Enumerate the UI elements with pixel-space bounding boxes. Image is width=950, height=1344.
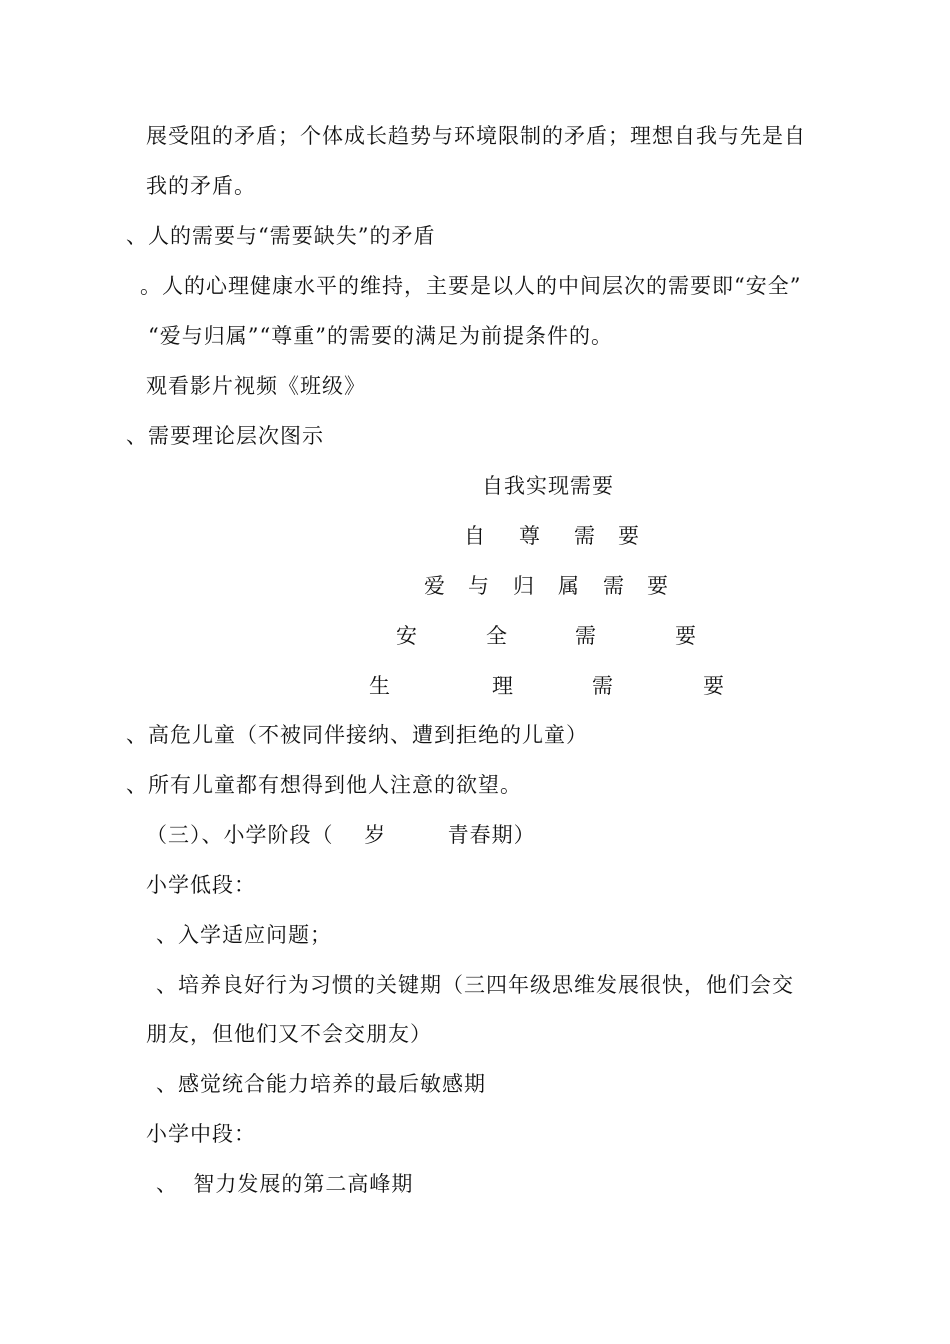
section-heading: （三）、小学阶段（ 岁 青春期） xyxy=(146,823,536,847)
text-line: 。人的心理健康水平的维持，主要是以人的中间层次的需要即“安全” xyxy=(140,274,802,298)
pyramid-level-safety: 需 xyxy=(575,624,596,648)
text-line: 、高危儿童（不被同伴接纳、遭到拒绝的儿童） xyxy=(126,723,588,747)
pyramid-level-belonging: 爱 xyxy=(424,574,445,598)
subheading: 小学中段： xyxy=(146,1122,256,1146)
text-line: 、需要理论层次图示 xyxy=(126,424,324,448)
text-line: 、所有儿童都有想得到他人注意的欲望。 xyxy=(126,773,522,797)
text-line: 朋友，但他们又不会交朋友） xyxy=(146,1022,432,1046)
list-item: 、 智力发展的第二高峰期 xyxy=(156,1172,414,1196)
text-line: “爱与归属”“尊重”的需要的满足为前提条件的。 xyxy=(148,324,613,348)
pyramid-level-belonging: 归 xyxy=(513,574,534,598)
text-line: 展受阻的矛盾；个体成长趋势与环境限制的矛盾；理想自我与先是自 xyxy=(146,124,806,148)
pyramid-level-esteem: 需 xyxy=(574,524,595,548)
pyramid-level-physiological: 生 xyxy=(369,674,390,698)
pyramid-level-esteem: 要 xyxy=(618,524,639,548)
text-line: 、人的需要与“需要缺失”的矛盾 xyxy=(126,224,436,248)
pyramid-level-belonging: 与 xyxy=(468,574,489,598)
list-item: 、感觉统合能力培养的最后敏感期 xyxy=(156,1072,486,1096)
pyramid-level-safety: 安 xyxy=(396,624,417,648)
list-item: 、入学适应问题； xyxy=(156,923,332,947)
text-line: 观看影片视频《班级》 xyxy=(146,374,366,398)
pyramid-level-physiological: 要 xyxy=(703,674,724,698)
pyramid-level-physiological: 需 xyxy=(592,674,613,698)
pyramid-level-belonging: 属 xyxy=(558,574,579,598)
pyramid-level-esteem: 尊 xyxy=(519,524,540,548)
list-item: 、培养良好行为习惯的关键期（三四年级思维发展很快，他们会交 xyxy=(156,973,794,997)
pyramid-level-esteem: 自 xyxy=(464,524,485,548)
text-line: 我的矛盾。 xyxy=(146,174,256,198)
pyramid-level-self-actualization: 自我实现需要 xyxy=(482,474,614,498)
pyramid-level-safety: 全 xyxy=(486,624,507,648)
pyramid-level-safety: 要 xyxy=(675,624,696,648)
pyramid-level-physiological: 理 xyxy=(492,674,513,698)
pyramid-level-belonging: 需 xyxy=(603,574,624,598)
subheading: 小学低段： xyxy=(146,873,256,897)
pyramid-level-belonging: 要 xyxy=(647,574,668,598)
